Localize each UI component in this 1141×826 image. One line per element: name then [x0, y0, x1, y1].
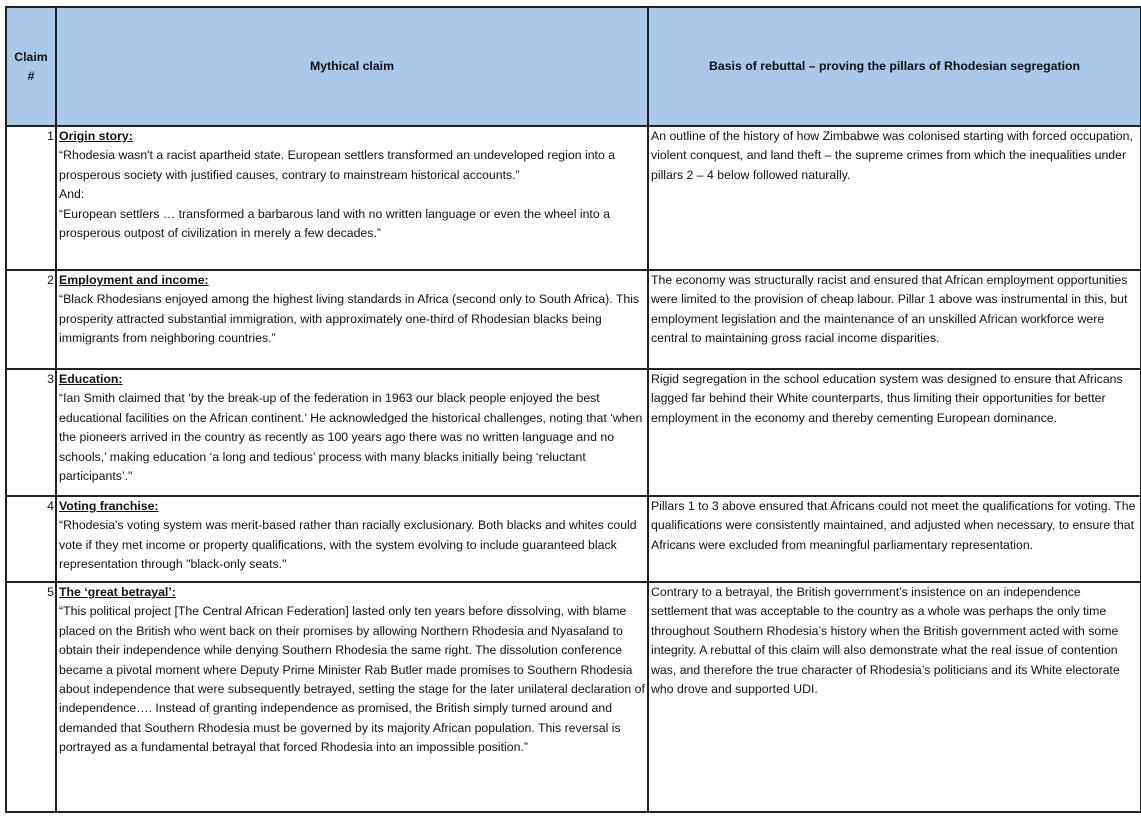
claim-cell [56, 369, 648, 496]
claim-title: The ‘great betrayal’: [59, 585, 176, 599]
claim-cell [56, 270, 648, 369]
rebuttal-cell: The economy was structurally racist and ensured that African employment opportunities were limited to the provision of cheap labour. Pillar 1 above was instrumental in this, but employment legislation and the maintenance of an unskilled African workforce were central to maintaining gross racial income disparities. [648, 270, 1141, 369]
claim-cell [56, 496, 648, 582]
rebuttal-cell: Contrary to a betrayal, the British government’s insistence on an independence settlement that was acceptable to the country as a whole was perhaps the only time throughout Southern Rhodesia’s history when the British government acted with some integrity. A rebuttal of this claim will also demonstrate what the real issue of contention was, and therefore the true character of Rhodesia’s politicians and its White electorate who drove and supported UDI. [648, 582, 1141, 812]
header-claim-number: Claim # [6, 7, 56, 126]
rebuttal-cell: An outline of the history of how Zimbabwe was colonised starting with forced occupation, violent conquest, and land theft – the supreme crimes from which the inequalities under pillars 2 – 4 below followed naturally. [648, 126, 1141, 270]
header-rebuttal: Basis of rebuttal – proving the pillars of Rhodesian segregation [648, 7, 1141, 126]
claim-number: 5 [6, 582, 56, 812]
claim-text: “European settlers … transformed a barbarous land with no written language or even the wheel into a prosperous outpost of civilization in merely a few decades.” [59, 206, 610, 241]
claim-number: 2 [6, 270, 56, 369]
claim-text: “Black Rhodesians enjoyed among the highest living standards in Africa (second only to South Africa). This prosperity attracted substantial immigration, with approximately one-third of Rhodesian blacks being immigrants from neighboring countries.” [59, 292, 640, 346]
table-row [6, 270, 1141, 369]
claims-table [5, 6, 1141, 813]
claim-title: Education: [59, 372, 123, 386]
claim-cell [56, 582, 648, 812]
table-row [6, 496, 1141, 582]
claim-number: 3 [6, 369, 56, 496]
claim-text: “Rhodesia's voting system was merit-based rather than racially exclusionary. Both blacks and whites could vote if they met income or property qualifications, with the system evolving to include guaranteed black representation through "black-only seats." [59, 518, 637, 572]
table-row [6, 126, 1141, 270]
claim-text: “Ian Smith claimed that ‘by the break-up of the federation in 1963 our black people enjoyed the best educational facilities on the African continent.’ He acknowledged the historical challenges, noting that ‘when the pioneers arrived in the country as recently as 100 years ago there was no written language and no schools,’ making education ‘a long and tedious’ process with many blacks initially being ‘reluctant participants’." [59, 391, 643, 484]
header-mythical-claim: Mythical claim [56, 7, 648, 126]
claim-number: 4 [6, 496, 56, 582]
claim-cell [56, 126, 648, 270]
claim-title: Origin story: [59, 129, 133, 143]
claim-number: 1 [6, 126, 56, 270]
claim-text: “This political project [The Central African Federation] lasted only ten years before dissolving, with blame placed on the British who went back on their promises by allowing Northern Rhodesia and Nyasaland to obtain their independence while denying Southern Rhodesia the same right. The dissolution conference became a pivotal moment where Deputy Prime Minister Rab Butler made promises to Southern Rhodesia about independence that were subsequently betrayed, setting the stage for the later unilateral declaration of independence…. Instead of granting independence as promised, the British simply turned around and demanded that Southern Rhodesia must be governed by its majority African population. This reversal is portrayed as a fundamental betrayal that forced Rhodesia into an impossible position.” [59, 604, 645, 755]
table-row [6, 369, 1141, 496]
claim-title: Voting franchise: [59, 499, 159, 513]
rebuttal-cell: Pillars 1 to 3 above ensured that Africans could not meet the qualifications for voting. The qualifications were consistently maintained, and adjusted when necessary, to ensure that Africans were excluded from meaningful parliamentary representation. [648, 496, 1141, 582]
claim-title: Employment and income: [59, 273, 209, 287]
claim-text: And: [59, 187, 85, 202]
table-row [6, 582, 1141, 812]
rebuttal-cell: Rigid segregation in the school education system was designed to ensure that Africans lagged far behind their White counterparts, thus limiting their opportunities for better employment in the economy and thereby cementing European dominance. [648, 369, 1141, 496]
table-header [6, 7, 1141, 126]
claim-text: “Rhodesia wasn't a racist apartheid state. European settlers transformed an undeveloped region into a prosperous society with justified causes, contrary to mainstream historical accounts.” [59, 148, 616, 182]
